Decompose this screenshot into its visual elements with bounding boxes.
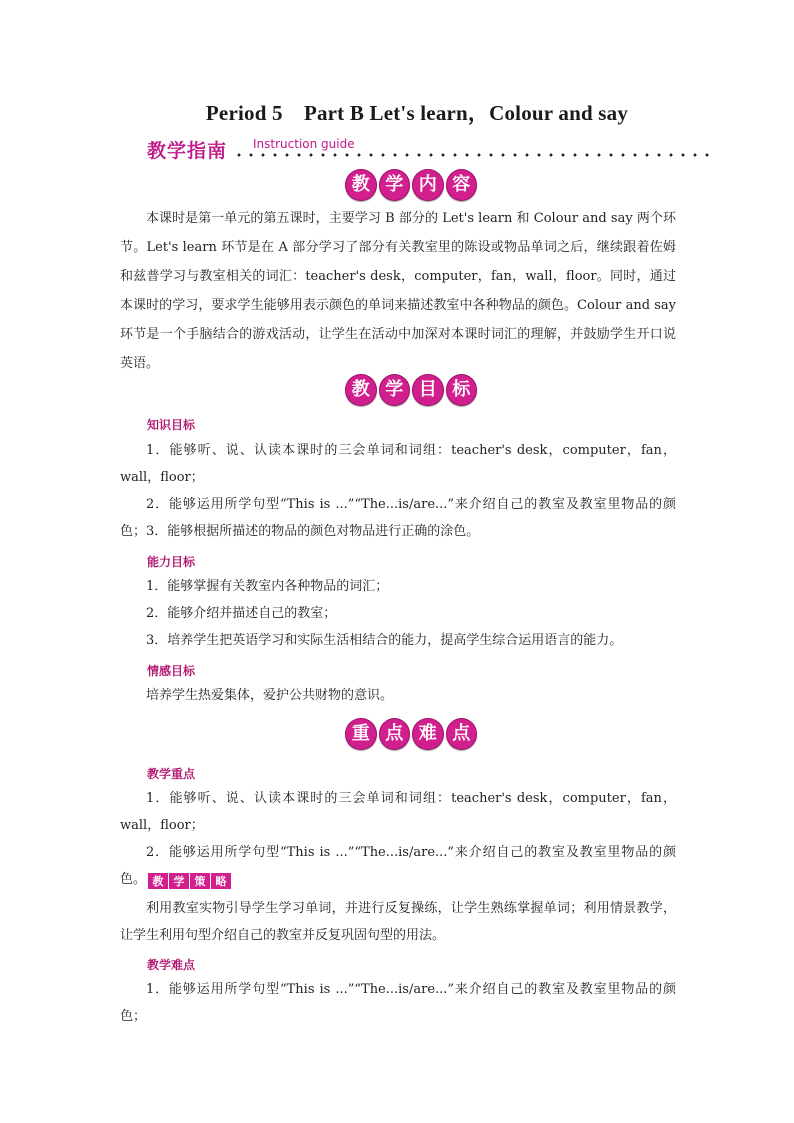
list-item: 1．能够听、说、认读本课时的三会单词和词组：teacher's desk，computer，fan，wall，floor；	[120, 443, 676, 485]
page-title: Period 5 Part B Let's learn，Colour and say	[205, 101, 629, 125]
badge-char: 难	[412, 718, 444, 750]
heading-emotion-goals: 情感目标	[147, 664, 196, 678]
heading-teaching-focus: 教学重点	[147, 767, 196, 781]
tag-teaching-strategy	[148, 873, 231, 889]
badge-key-points	[345, 718, 477, 750]
list-item: 2．能够介绍并描述自己的教室；	[146, 606, 337, 621]
list-item: 2．能够运用所学句型“This is ...”“The...is/are...”来介绍自己的教室及教室里物品的颜色；	[120, 497, 676, 539]
badge-char: 内	[412, 169, 444, 201]
heading-teaching-difficulty: 教学难点	[147, 958, 196, 972]
intro-paragraph: 本课时是第一单元的第五课时，主要学习 B 部分的 Let's learn 和 Colour and say 两个环节。Let's learn 环节是在 A 部分学习了部分有关教室里的陈设或物品单词之后，继续跟着佐姆和兹普学习与教室相关的词汇：teacher's desk，computer，fan，wall，floor。同时，通过本课时的学习，要求学生能够用表示颜色的单词来描述教室中各种物品的颜色。Colour and say 环节是一个手脑结合的游戏活动，让学生在活动中加深对本课时词汇的理解，并鼓励学生开口说英语。	[120, 211, 676, 371]
badge-char: 教	[345, 169, 377, 201]
guide-title-en: Instruction guide	[253, 137, 355, 151]
badge-char: 点	[379, 718, 411, 750]
badge-char: 学	[379, 169, 411, 201]
strategy-text: 利用教室实物引导学生学习单词，并进行反复操练，让学生熟练掌握单词；利用情景教学，让学生利用句型介绍自己的教室并反复巩固句型的用法。	[120, 901, 676, 943]
heading-knowledge-goals: 知识目标	[147, 418, 196, 432]
badge-teaching-goals	[345, 374, 477, 406]
tag-char: 略	[211, 873, 231, 889]
list-item: 1．能够掌握有关教室内各种物品的词汇；	[146, 579, 389, 594]
badge-char: 点	[446, 718, 478, 750]
section-header-instruction-guide	[147, 134, 712, 164]
badge-char: 重	[345, 718, 377, 750]
list-item: 2．能够运用所学句型“This is ...”“The...is/are...”来介绍自己的教室及教室里物品的颜色。	[120, 845, 676, 887]
list-item: 3．培养学生把英语学习和实际生活相结合的能力，提高学生综合运用语言的能力。	[146, 633, 623, 648]
dotted-divider	[233, 153, 712, 157]
list-item: 1．能够运用所学句型“This is ...”“The...is/are...”来介绍自己的教室及教室里物品的颜色；	[120, 982, 676, 1024]
tag-char: 教	[148, 873, 168, 889]
badge-teaching-content	[345, 169, 477, 201]
heading-ability-goals: 能力目标	[147, 555, 196, 569]
badge-char: 标	[446, 374, 478, 406]
badge-char: 容	[446, 169, 478, 201]
emotion-text: 培养学生热爱集体，爱护公共财物的意识。	[146, 688, 394, 703]
list-item: 3．能够根据所描述的物品的颜色对物品进行正确的涂色。	[146, 524, 480, 539]
list-item: 1．能够听、说、认读本课时的三会单词和词组：teacher's desk，computer，fan，wall，floor；	[120, 791, 676, 833]
guide-title-cn: 教学指南	[147, 140, 228, 162]
tag-char: 学	[169, 873, 189, 889]
badge-char: 学	[379, 374, 411, 406]
tag-char: 策	[190, 873, 210, 889]
badge-char: 目	[412, 374, 444, 406]
badge-char: 教	[345, 374, 377, 406]
